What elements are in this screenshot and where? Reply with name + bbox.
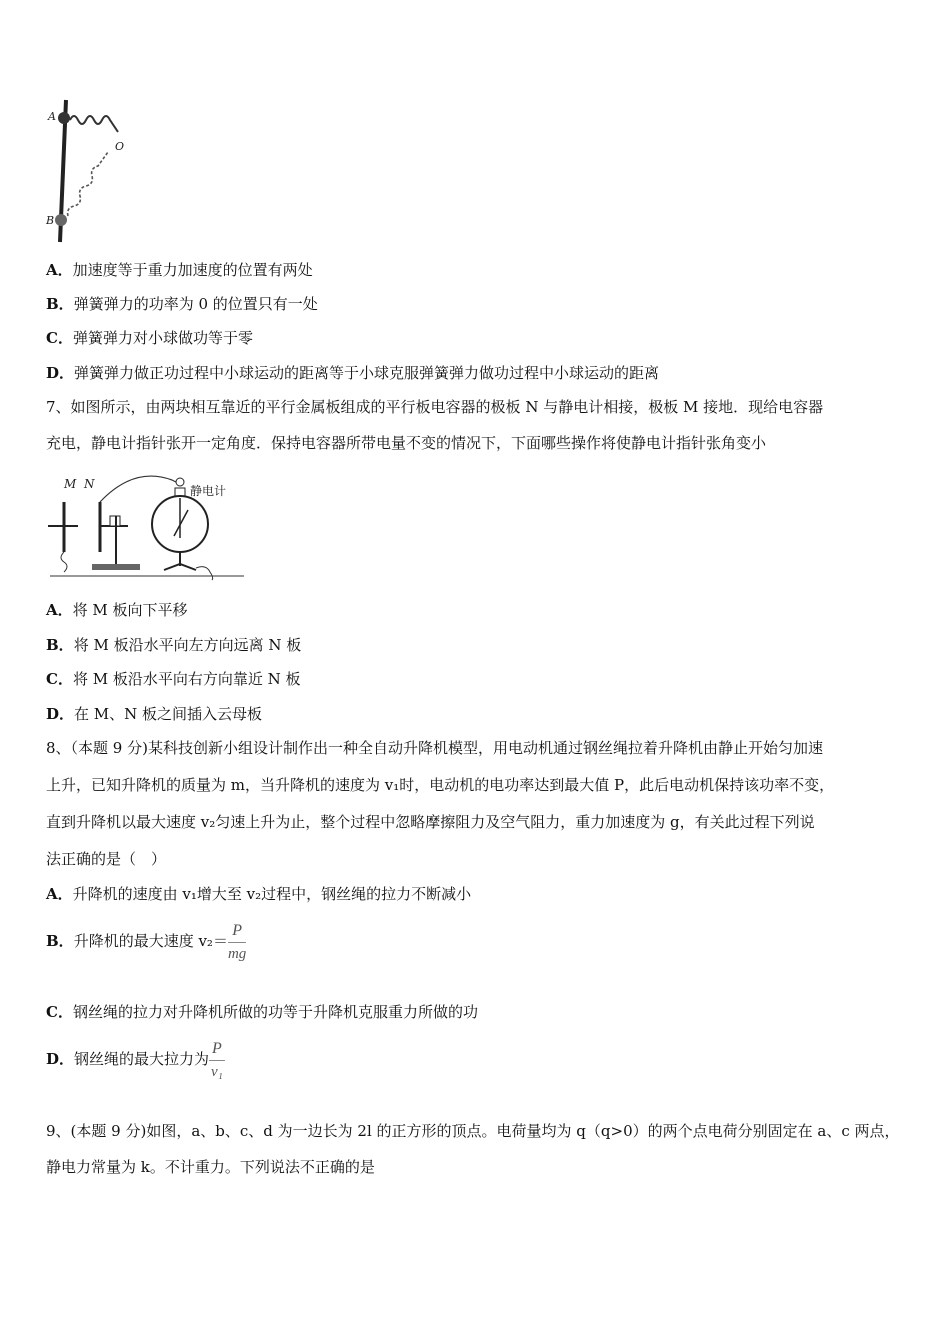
q8-option-d: D．钢丝绳的最大拉力为 $\frac{P}{\text{v₁}}$ xyxy=(46,1039,223,1080)
q7-option-b: B．将 M 板沿水平向左方向远离 N 板 xyxy=(46,636,302,654)
q8-stem-line2: 上升，已知升降机的质量为 m，当升降机的速度为 v₁时，电动机的电功率达到最大值 P，此后电动机保持该功率不变， xyxy=(46,776,835,794)
q9-stem-line2: 静电力常量为 k。不计重力。下列说法不正确的是 xyxy=(46,1158,375,1176)
label-b: B xyxy=(46,214,55,227)
label-a: A xyxy=(48,110,56,123)
q6-option-c: C．弹簧弹力对小球做功等于零 xyxy=(46,329,253,347)
electroscope-figure xyxy=(44,472,244,582)
q8-option-c: C．钢丝绳的拉力对升降机所做的功等于升降机克服重力所做的功 xyxy=(46,1003,478,1021)
q8-stem-line3: 直到升降机以最大速度 v₂匀速上升为止，整个过程中忽略摩擦阻力及空气阻力，重力加速度为 g，有关此过程下列说 xyxy=(46,813,815,831)
q8-option-a: A．升降机的速度由 v₁增大至 v₂过程中，钢丝绳的拉力不断减小 xyxy=(46,885,472,903)
label-electroscope: 静电计 xyxy=(190,484,227,498)
fraction-p-over-mg: $\frac{P}{mg}$ xyxy=(227,921,247,962)
q7-stem-line1: 7、如图所示，由两块相互靠近的平行金属板组成的平行板电容器的极板 N 与静电计相接，极板 M 接地．现给电容器 xyxy=(46,398,824,416)
q7-option-d: D．在 M、N 板之间插入云母板 xyxy=(46,705,263,723)
q7-option-c: C．将 M 板沿水平向右方向靠近 N 板 xyxy=(46,670,301,688)
label-m: M xyxy=(64,477,77,491)
label-n: N xyxy=(84,477,95,491)
q8-stem-line4: 法正确的是（ ） xyxy=(46,850,167,868)
q6-option-a: A．加速度等于重力加速度的位置有两处 xyxy=(46,261,313,279)
q7-option-a: A．将 M 板向下平移 xyxy=(46,601,188,619)
q7-stem-line2: 充电，静电计指针张开一定角度．保持电容器所带电量不变的情况下，下面哪些操作将使静电计指针张角变小 xyxy=(46,434,767,452)
q8-option-b: B．升降机的最大速度 v₂＝ $\frac{P}{mg}$ xyxy=(46,921,247,962)
q6-option-b: B．弹簧弹力的功率为 0 的位置只有一处 xyxy=(46,295,318,313)
q9-stem-line1: 9、(本题 9 分)如图，a、b、c、d 为一边长为 2l 的正方形的顶点。电荷量均为 q（q>0）的两个点电荷分别固定在 a、c 两点， xyxy=(46,1122,900,1140)
spring-rod-figure xyxy=(44,98,134,246)
q8-stem-line1: 8、（本题 9 分)某科技创新小组设计制作出一种全自动升降机模型，用电动机通过钢丝绳拉着升降机由静止开始匀加速 xyxy=(46,739,823,757)
label-o: O xyxy=(115,140,125,153)
q6-option-d: D．弹簧弹力做正功过程中小球运动的距离等于小球克服弹簧弹力做功过程中小球运动的距离 xyxy=(46,364,660,382)
fraction-p-over-v1: $\frac{P}{\text{v₁}}$ xyxy=(210,1039,223,1080)
